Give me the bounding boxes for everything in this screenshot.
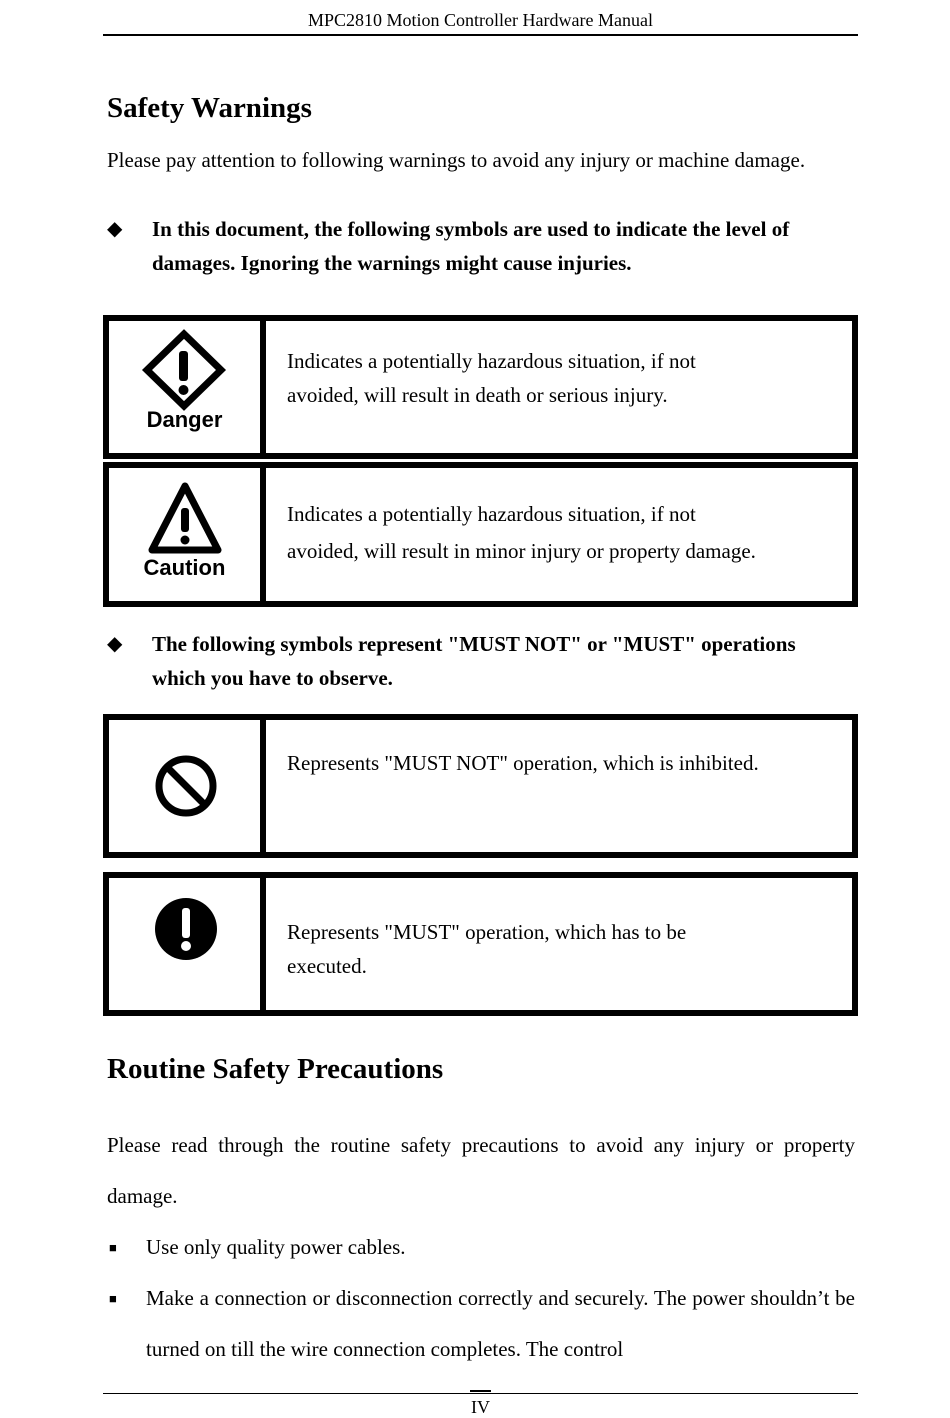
list-item-text: Make a connection or disconnection correctly and securely. The power shouldn’t be turned on till the wire connection completes. The control xyxy=(146,1286,855,1361)
page-number: IV xyxy=(471,1397,490,1417)
square-bullet-icon: ■ xyxy=(109,1240,117,1255)
caution-description: Indicates a potentially hazardous situation, if not avoided, will result in minor injury or property damage. xyxy=(287,502,756,563)
bullet-must-operations xyxy=(107,627,855,695)
symbol-cell xyxy=(109,878,266,1010)
footer-mark xyxy=(470,1390,491,1392)
caution-triangle-icon xyxy=(147,480,223,556)
mandatory-icon xyxy=(153,896,219,962)
caution-symbol-box xyxy=(103,462,858,607)
routine-precautions-intro: Please read through the routine safety precautions to avoid any injury or property damage. xyxy=(107,1133,855,1208)
danger-diamond-icon xyxy=(141,329,227,411)
danger-label: Danger xyxy=(146,407,223,432)
list-item xyxy=(107,1222,855,1273)
description-cell xyxy=(266,878,852,1010)
safety-warnings-intro: Please pay attention to following warnings to avoid any injury or machine damage. xyxy=(107,148,806,172)
bullet-text: In this document, the following symbols are used to indicate the level of damages. Ignoring the warnings might cause injuries. xyxy=(152,217,790,275)
header-rule xyxy=(103,34,858,36)
caution-label: Caution xyxy=(143,555,226,580)
must-not-description: Represents "MUST NOT" operation, which is inhibited. xyxy=(287,751,759,775)
list-item xyxy=(107,1273,855,1375)
square-bullet-icon: ■ xyxy=(109,1291,117,1306)
description-cell xyxy=(266,468,852,601)
page-header: MPC2810 Motion Controller Hardware Manual xyxy=(308,10,653,30)
symbol-cell xyxy=(109,720,266,852)
symbol-cell xyxy=(109,468,266,601)
symbol-cell xyxy=(109,321,266,453)
bullet-text: The following symbols represent "MUST NOT" or "MUST" operations which you have to observe. xyxy=(152,632,796,690)
routine-precautions-heading: Routine Safety Precautions xyxy=(107,1053,444,1085)
bullet-symbols-damage xyxy=(107,212,855,280)
safety-warnings-heading: Safety Warnings xyxy=(107,92,312,124)
danger-description: Indicates a potentially hazardous situation, if not avoided, will result in death or serious injury. xyxy=(287,349,696,407)
danger-symbol-box xyxy=(103,315,858,459)
must-symbol-box xyxy=(103,872,858,1016)
must-not-symbol-box xyxy=(103,714,858,858)
description-cell xyxy=(266,720,852,852)
must-description: Represents "MUST" operation, which has to be executed. xyxy=(287,920,687,978)
diamond-bullet-icon: ◆ xyxy=(107,633,123,655)
footer-rule xyxy=(103,1393,858,1394)
description-cell xyxy=(266,321,852,453)
diamond-bullet-icon: ◆ xyxy=(107,218,123,240)
prohibited-icon xyxy=(153,753,219,819)
list-item-text: Use only quality power cables. xyxy=(146,1235,406,1259)
precautions-list xyxy=(107,1222,855,1375)
